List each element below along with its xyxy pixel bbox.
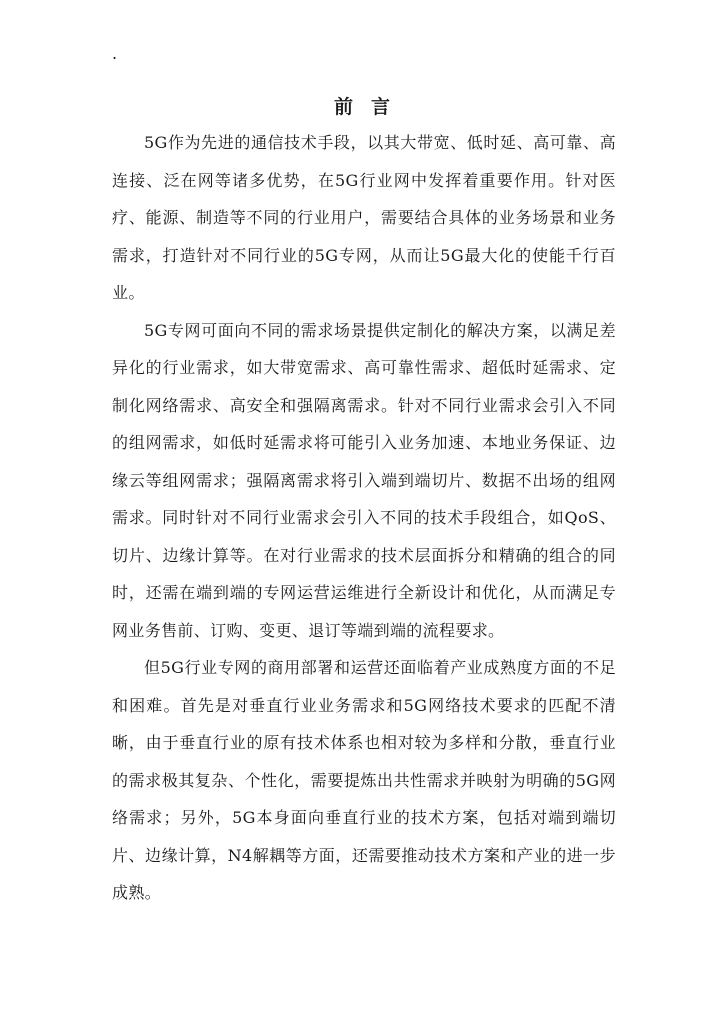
- header-mark: .: [112, 44, 118, 63]
- page-title: 前言: [333, 96, 408, 118]
- document-body: [112, 124, 616, 912]
- paragraph-1: 5G作为先进的通信技术手段，以其大带宽、低时延、高可靠、高连接、泛在网等诸多优势，在5G行业网中发挥着重要作用。针对医疗、能源、制造等不同的行业用户，需要结合具体的业务场景和业务需求，打造针对不同行业的5G专网，从而让5G最大化的使能千行百业。: [112, 133, 616, 302]
- paragraph-3: 但5G行业专网的商用部署和运营还面临着产业成熟度方面的不足和困难。首先是对垂直行业业务需求和5G网络技术要求的匹配不清晰，由于垂直行业的原有技术体系也相对较为多样和分散，垂直行业的需求极其复杂、个性化，需要提炼出共性需求并映射为明确的5G网络需求；另外，5G本身面向垂直行业的技术方案，包括对端到端切片、边缘计算，N4解耦等方面，还需要推动技术方案和产业的进一步成熟。: [112, 658, 616, 902]
- paragraph-2: 5G专网可面向不同的需求场景提供定制化的解决方案，以满足差异化的行业需求，如大带宽需求、高可靠性需求、超低时延需求、定制化网络需求、高安全和强隔离需求。针对不同行业需求会引入不同的组网需求，如低时延需求将可能引入业务加速、本地业务保证、边缘云等组网需求；强隔离需求将引入端到端切片、数据不出场的组网需求。同时针对不同行业需求会引入不同的技术手段组合，如QoS、切片、边缘计算等。在对行业需求的技术层面拆分和精确的组合的同时，还需在端到端的专网运营运维进行全新设计和优化，从而满足专网业务售前、订购、变更、退订等端到端的流程要求。: [112, 320, 616, 640]
